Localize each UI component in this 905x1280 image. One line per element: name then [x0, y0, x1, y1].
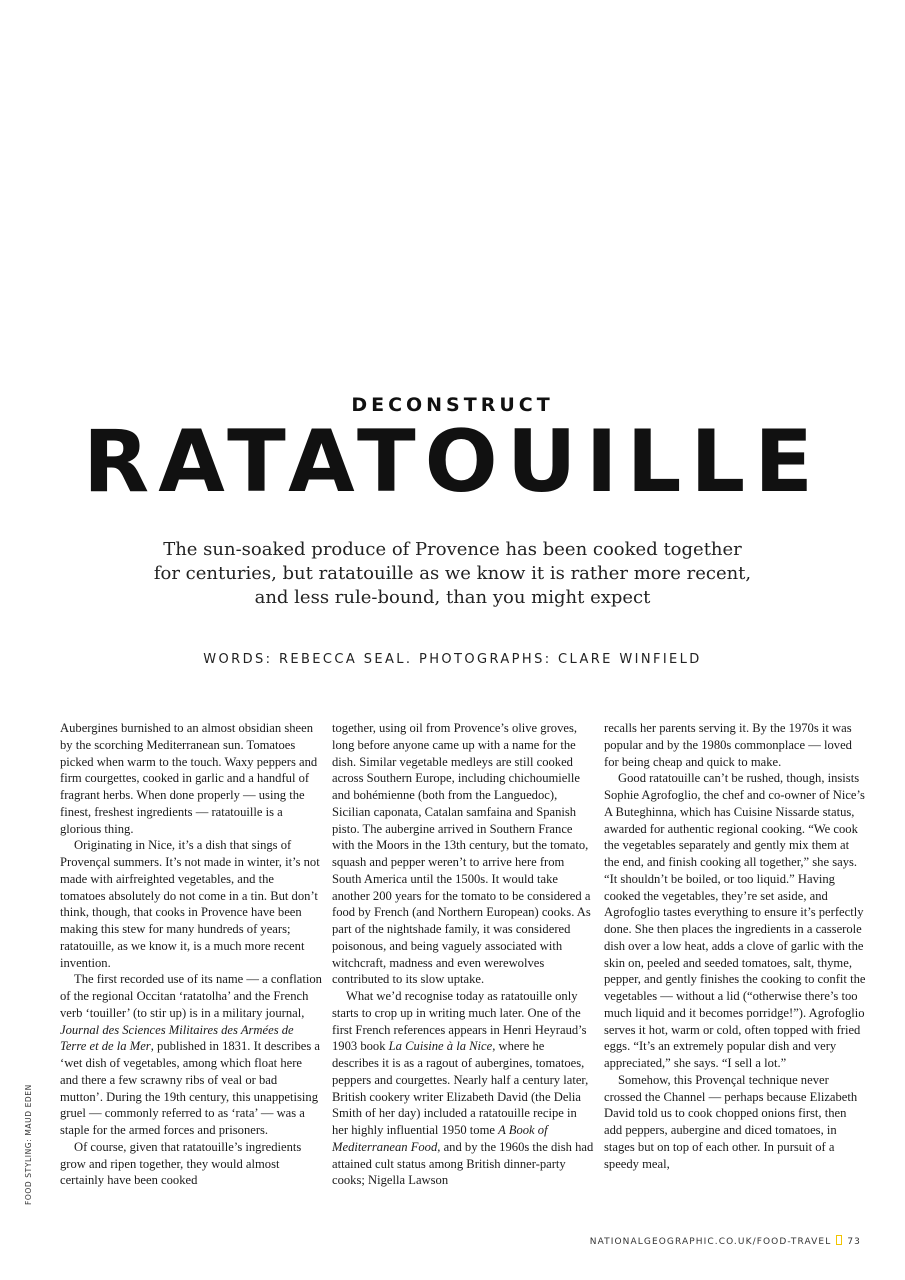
paragraph: together, using oil from Provence’s olive groves, long before anyone came up with a name for the dish. Similar vegetable medleys are still cooked across Southern Europe, including chichoumielle and bohémienne (both from the Languedoc), Sicilian caponata, Catalan samfaina and Spanish pisto. The aubergine arrived in Southern France with the Moors in the 13th century, but the tomato, squash and pepper weren’t to arrive here from South America until the 1500s. It would take another 200 years for the tomato to be considered a food by French (and Northern European) cooks. As part of the nightshade family, it was considered poisonous, and being vaguely associated with witchcraft, madness and even werewolves contributed to its slow uptake. — [332, 721, 591, 987]
website-url: NATIONALGEOGRAPHIC.CO.UK/FOOD-TRAVEL — [589, 1237, 832, 1247]
article-column-3 — [604, 720, 866, 1172]
folio-separator-icon — [836, 1235, 842, 1245]
article-column-1 — [60, 720, 322, 1189]
paragraph: Originating in Nice, it’s a dish that sings of Provençal summers. It’s not made in winter, it’s not made with airfreighted vegetables, and the tomatoes absolutely do not come in a tin. But don’t think, though, that cooks in Provence have been making this stew for many hundreds of years; ratatouille, as we know it, is a much more recent invention. — [60, 838, 320, 970]
paragraph: Of course, given that ratatouille’s ingredients grow and ripen together, they would almost certainly have been cooked — [60, 1139, 302, 1188]
standfirst: The sun-soaked produce of Provence has been cooked together for centuries, but ratatouille as we know it is rather more recent, and less rule-bound, than you might expect — [153, 539, 752, 608]
food-styling-credit: FOOD STYLING: MAUD EDEN — [24, 1084, 33, 1205]
paragraph-text: What we’d recognise today as ratatouille only starts to crop up in writing much later. One of the first French references appears in Henri Heyraud’s 1903 book — [332, 989, 587, 1054]
paragraph — [332, 988, 594, 1189]
journal-title: Journal des Sciences Militaires des Armées de Terre et de la Mer — [60, 1022, 294, 1054]
paragraph: Good ratatouille can’t be rushed, though, insists Sophie Agrofoglio, the chef and co-owner of Nice’s A Buteghinna, which has Cuisine Nissarde status, awarded for authentic regional cooking. “We cook the vegetables separately and gently mix them at the end, and finish cooking all together,” she says. “It shouldn’t be boiled, or too liquid.” Having cooked the vegetables, they’re set aside, and Agrofoglio tastes everything to ensure it’s perfectly done. She then places the ingredients in a casserole dish over a low heat, adds a clove of garlic with the skin on, peeled and seeded tomatoes, salt, thyme, pepper, and gently finishes the cooking to confit the vegetables — without a lid (“otherwise there’s too much liquid and it becomes porridge!”). Agrofoglio serves it hot, warm or cold, often topped with fried eggs. “It’s an extremely popular dish and very appreciated,” she says. “I sell a lot.” — [604, 771, 866, 1070]
paragraph: Aubergines burnished to an almost obsidian sheen by the scorching Mediterranean sun. Tomatoes picked when warm to the touch. Waxy peppers and firm courgettes, cooked in garlic and a handful of fragrant herbs. When done properly — using the finest, freshest ingredients — ratatouille is a glorious thing. — [60, 721, 318, 836]
paragraph-text: The first recorded use of its name — a conflation of the regional Occitan ‘ratatolha’ and the French verb ‘touiller’ (to stir up) is in a military journal, — [60, 972, 322, 1020]
paragraph-text: , published in 1831. It describes a ‘wet dish of vegetables, among which float here and there a few scrawny ribs of veal or bad mutton’. During the 19th century, this unappetising gruel — commonly referred to as ‘rata’ — was a staple for the armed forces and prisoners. — [60, 1039, 321, 1137]
book-title: La Cuisine à la Nice — [388, 1039, 493, 1054]
paragraph-text: , and by the 1960s the dish had attained cult status among British dinner-party cooks; Nigella Lawson — [332, 1139, 594, 1188]
byline: WORDS: REBECCA SEAL. PHOTOGRAPHS: CLARE WINFIELD — [203, 652, 702, 667]
article-column-2 — [332, 720, 594, 1189]
paragraph-text: , where he describes it is as a ragout of aubergines, tomatoes, peppers and courgettes. Nearly half a century later, British cookery writer Elizabeth David (the Delia Smith of her day) included a ratatouille recipe in her highly influential 1950 tome — [332, 1039, 589, 1137]
paragraph: recalls her parents serving it. By the 1970s it was popular and by the 1980s commonplace — loved for being cheap and quick to make. — [604, 721, 852, 769]
book-title: A Book of Mediterranean Food — [332, 1123, 548, 1154]
paragraph: Somehow, this Provençal technique never crossed the Channel — perhaps because Elizabeth David told us to cook chopped onions first, then add peppers, aubergine and diced tomatoes, in stages but on top of each other. In pursuit of a speedy meal, — [604, 1072, 858, 1171]
paragraph — [60, 971, 322, 1139]
section-kicker: DECONSTRUCT — [351, 394, 554, 416]
page-footer — [590, 1235, 861, 1247]
article-title: RATATOUILLE — [83, 412, 822, 512]
page-number: 73 — [847, 1237, 861, 1247]
